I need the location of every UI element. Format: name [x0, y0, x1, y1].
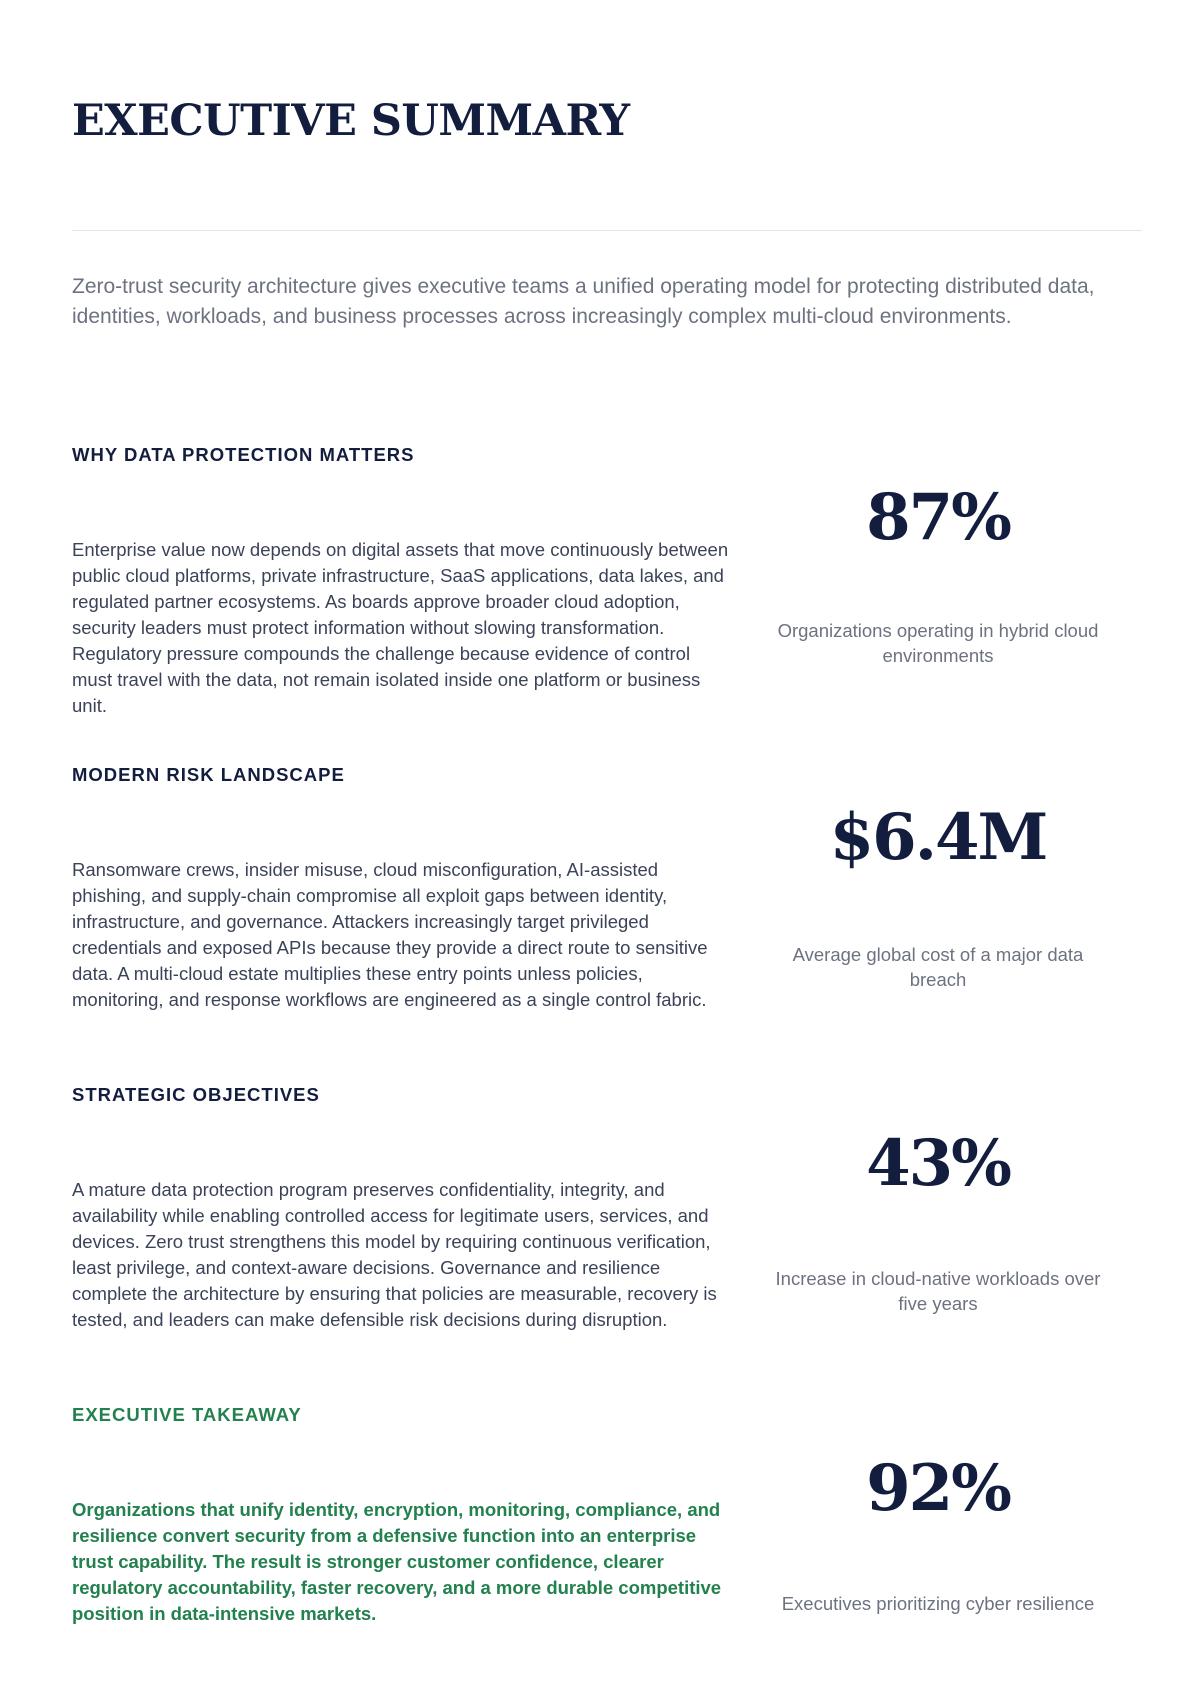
- stat-value: 92%: [866, 1451, 1010, 1526]
- stat-block-cloud-workloads: [766, 1124, 1110, 1314]
- section-body: Organizations that unify identity, encryption, monitoring, compliance, and resilience convert security from a defensive function into an enterprise trust capability. The result is stronger customer confidence, clearer regulatory accountability, faster recovery, and a more durable competitive position in data-intensive markets.: [72, 1499, 722, 1624]
- section-body: A mature data protection program preserves confidentiality, integrity, and availability while enabling controlled access for legitimate users, services, and devices. Zero trust strengthens this model by requiring continuous verification, least privilege, and context-aware decisions. Governance and resilience complete the architecture by ensuring that policies are measurable, recovery is tested, and leaders can make defensible risk decisions during disruption.: [72, 1179, 717, 1330]
- section-strategic-objectives: [72, 1083, 732, 1330]
- section-body: Enterprise value now depends on digital assets that move continuously between public cloud platforms, private infrastructure, SaaS applications, data lakes, and regulated partner ecosystems. As boards approve broader cloud adoption, security leaders must protect information without slowing transformation. Regulatory pressure compounds the challenge because evidence of control must travel with the data, not remain isolated inside one platform or business unit.: [72, 539, 729, 716]
- stat-caption: Increase in cloud-native workloads over five years: [775, 1268, 1101, 1314]
- section-why-data-protection: [72, 443, 732, 716]
- title-divider: [72, 230, 1142, 231]
- page-title: EXECUTIVE SUMMARY: [72, 96, 630, 146]
- section-executive-takeaway: [72, 1403, 732, 1624]
- stat-block-breach-cost: [766, 798, 1110, 990]
- stat-value: 43%: [866, 1126, 1010, 1201]
- stat-block-hybrid-cloud: [766, 478, 1110, 666]
- section-modern-risk: [72, 763, 732, 1010]
- stat-value: 87%: [866, 480, 1010, 555]
- section-heading: EXECUTIVE TAKEAWAY: [72, 1404, 302, 1425]
- section-heading: WHY DATA PROTECTION MATTERS: [72, 444, 415, 465]
- stat-caption: Organizations operating in hybrid cloud environments: [777, 620, 1099, 666]
- stat-value: $6.4M: [829, 800, 1047, 875]
- stat-caption: Executives prioritizing cyber resilience: [781, 1593, 1095, 1614]
- section-heading: MODERN RISK LANDSCAPE: [72, 764, 345, 785]
- section-heading: STRATEGIC OBJECTIVES: [72, 1084, 320, 1105]
- stat-caption: Average global cost of a major data breach: [792, 944, 1084, 990]
- stat-block-cyber-resilience: [766, 1449, 1110, 1614]
- section-body: Ransomware crews, insider misuse, cloud misconfiguration, AI-assisted phishing, and supply-chain compromise all exploit gaps between identity, infrastructure, and governance. Attackers increasingly target privileged credentials and exposed APIs because they provide a direct route to sensitive data. A multi-cloud estate multiplies these entry points unless policies, monitoring, and response workflows are engineered as a single control fabric.: [72, 859, 708, 1010]
- lede-paragraph: Zero-trust security architecture gives executive teams a unified operating model for protecting distributed data, identities, workloads, and business processes across increasingly complex multi-cloud environments.: [72, 275, 1095, 328]
